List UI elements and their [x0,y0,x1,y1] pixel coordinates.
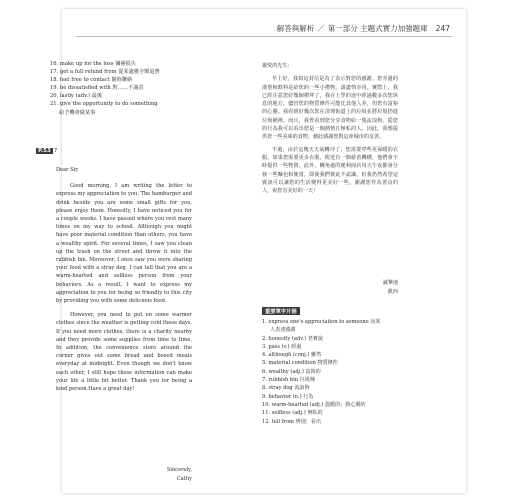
key-vocab-item: 6. wealthy (adj.) 富裕的 [262,368,321,375]
key-vocab-item: 9. behavior (n.) 行為 [262,393,314,400]
chinese-closing: 誠摯地 [382,280,398,286]
english-paragraph-2: However, you need to put on some warmer clothes since the weather is getting cold these days. If you need more clothes, there is a charity nearby and they provide some supplies from time to time. In addition, the convenience store around the corner gives out some bread and boxed meals everyday at midnight. Even though we don't know each other, I still hope these information can make your life a little bit better. Thank you for being a kind person.Have a great day! [56,312,192,393]
page-number: 247 [435,24,450,33]
key-vocab-item: 1. express one's appreciation to someone 向某 [262,319,381,325]
question-label [36,148,57,154]
chinese-greeting: 親愛的先生： [262,63,293,69]
key-vocab-item: 11. selfless (adj.) 無私的 [262,410,323,417]
header-part: 第一部分 主題式實力加強題庫 [327,24,428,33]
header-rule [76,36,452,37]
vocab-item: 21. give the opportunity to do something [50,101,158,108]
header-section: 解答與解析 [276,24,315,33]
key-vocab-item: 3. pass (v.) 經過 [262,343,302,350]
chinese-letter [262,62,398,199]
key-vocab-item: 7. rubbish bin 垃圾桶 [262,377,315,384]
vocab-item: 18. feel free to contact 隨時聯絡 [50,77,133,84]
vocab-item: 20. lastly (adv.) 最後 [50,93,103,100]
chinese-paragraph-2: 不過，由於這幾天天氣轉冷了，您需要穿些更保暖的衣服。如果您需要更多衣服，附近有一個慈善機構，他們會不時提供一些物資。此外，轉角處的便利商店每天午夜都會分發一些麵包和便當。即使我們彼此不認識，但我仍然希望這資訊可以讓您的生活變得更美好一些。謝謝您作為善良的人，祝您有美好的一天！ [262,146,398,195]
page-ref-tag: P.53 [38,148,51,154]
key-vocab-item: 12. tell from 辨別；看出 [262,418,321,425]
english-signature: Cathy [176,476,192,482]
vocab-continued [50,60,210,117]
key-vocab-item: 5. material condition 物質條件 [262,360,338,367]
question-number: 7 [53,148,58,154]
key-vocab-heading: 重要單字片語 [262,307,300,315]
key-vocab-item: 人表達感謝 [270,327,296,334]
english-closing: Sincerely, [166,467,192,473]
key-vocab-item: 2. honestly (adv.) 老實說 [262,335,323,342]
vocab-item: 19. be dissatisfied with 對……不滿意 [50,85,144,92]
key-vocab-item: 10. warm-hearted (adj.) 溫暖的；熱心腸的 [262,401,366,408]
chinese-signature: 凱西 [387,289,398,295]
vocab-item: 17. get a full refund from 從某處獲全額退費 [50,69,160,76]
key-vocab-list [262,318,402,426]
chinese-paragraph-1: 早上好，我寫這封信是為了表示對您的感謝。您旁邊的漢堡和飲料是給您的一些小禮物，請盡情享用。實際上，我已經注意您好幾個禮拜了，我在上學的途中經過數多次您休息的地方。儘管您的物質條件可能比其他人差，但您有富裕的心靈。我看到好幾次您在清理街道上的垃圾並將垃圾扔進垃圾桶裡。而且，我曾看到您分享食物給一隻流浪狗。從您的行為我可以看出您是一個熱情且無私的人。因此，我想提供您一些美味的食物，藉此感謝您對這座城市的友善。 [262,76,398,141]
key-vocab-item: 8. stray dog 流浪狗 [262,385,310,392]
running-header: 解答與解析 ／ 第一部分 主題式實力加強題庫 247 [276,24,450,33]
key-vocab-item: 4. although (conj.) 雖然 [262,352,322,359]
english-letter [56,166,192,399]
salutation: Dear Sir, [56,167,79,173]
vocab-item: 16. make up for the loss 彌補損失 [50,61,136,67]
vocab-item: 給予機會做某事 [59,109,96,116]
english-paragraph-1: Good morning, I am writing the letter to express my appreciation to you. The hamburger and drink beside you are some small gifts for you, please enjoy them. Honestly, I have noticed you for a couple weeks. I have passed where you rest many times on my way to school. Although you might have poor material condition than others, you have a wealthy spirit. For several times, I saw you clean up the trash on the street and throw it into the rubbish bin. Moreover, I once saw you were sharing your food with a stray dog. I can tell that you are a warm-hearted and selfless person from your behaviors. As a result, I want to express my appreciation to you for being so friendly to this city by providing you with some delicious food. [56,183,192,305]
